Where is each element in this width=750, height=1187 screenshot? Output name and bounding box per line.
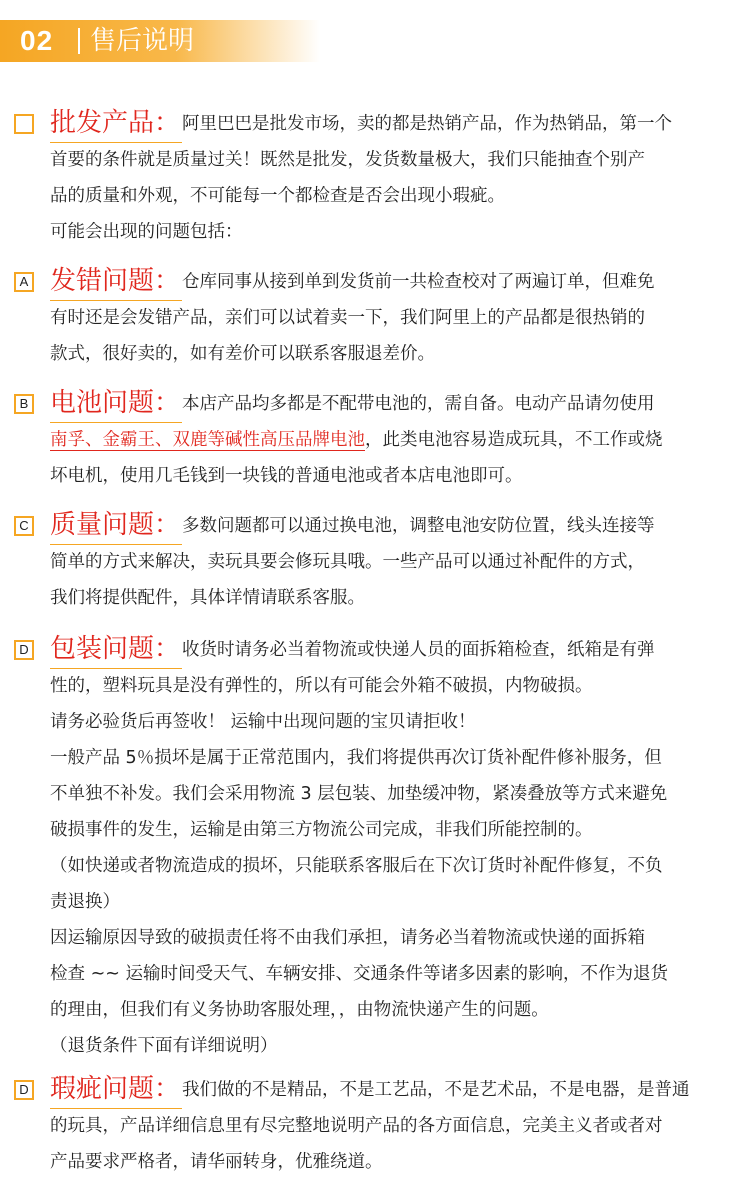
section-paragraph — [50, 142, 736, 250]
text-line: 责退换） — [50, 892, 120, 912]
marker-a: A — [14, 272, 34, 292]
section-number: 02 — [20, 25, 54, 56]
checkbox-marker — [14, 114, 34, 134]
section-paragraph — [182, 106, 736, 142]
section-paragraph — [182, 1072, 736, 1108]
section-paragraph — [50, 422, 736, 494]
text-line: 仓库同事从接到单到发货前一共检查校对了两遍订单，但难免 — [182, 272, 655, 292]
header-divider — [78, 28, 80, 54]
section-paragraph — [182, 264, 736, 300]
marker-c: C — [14, 516, 34, 536]
section-heading: 发错问题： — [50, 264, 182, 301]
marker-d: D — [14, 1080, 34, 1100]
text-line: 我们将提供配件，具体详情请联系客服。 — [50, 588, 365, 608]
text-line: 多数问题都可以通过换电池，调整电池安防位置，线头连接等 — [182, 516, 655, 536]
section-title: 售后说明 — [90, 26, 195, 56]
text-line: 请务必验货后再签收！ 运输中出现问题的宝贝请拒收！ — [50, 712, 476, 732]
section-heading: 瑕疵问题： — [50, 1072, 182, 1109]
text-line: 阿里巴巴是批发市场，卖的都是热销产品，作为热销品，第一个 — [182, 114, 672, 134]
text-line: 的玩具，产品详细信息里有尽完整地说明产品的各方面信息，完美主义者或者对 — [50, 1116, 663, 1136]
text-line: 一般产品 5％损坏是属于正常范围内，我们将提供再次订货补配件修补服务，但 — [50, 748, 662, 768]
text-line: 首要的条件就是质量过关！既然是批发，发货数量极大，我们只能抽查个别产 — [50, 150, 645, 170]
text-line: 坏电机，使用几毛钱到一块钱的普通电池或者本店电池即可。 — [50, 466, 523, 486]
section-paragraph — [50, 300, 736, 372]
section-heading: 包装问题： — [50, 632, 182, 669]
section-header-bar — [0, 20, 320, 62]
text-line: 的理由，但我们有义务协助客服处理，，由物流快递产生的问题。 — [50, 1000, 549, 1020]
text-line: ，此类电池容易造成玩具，不工作或烧 — [365, 430, 663, 450]
text-line: 品的质量和外观，不可能每一个都检查是否会出现小瑕疵。 — [50, 186, 505, 206]
text-line: 款式，很好卖的，如有差价可以联系客服退差价。 — [50, 344, 435, 364]
text-line: 检查 ~~ 运输时间受天气、车辆安排、交通条件等诸多因素的影响，不作为退货 — [50, 964, 668, 984]
section-paragraph — [50, 544, 736, 616]
section-heading: 质量问题： — [50, 508, 182, 545]
section-paragraph — [50, 668, 736, 1064]
text-line: 因运输原因导致的破损责任将不由我们承担，请务必当着物流或快递的面拆箱 — [50, 928, 645, 948]
marker-b: B — [14, 394, 34, 414]
text-line: 我们做的不是精品，不是工艺品，不是艺术品，不是电器，是普通 — [182, 1080, 690, 1100]
section-heading: 批发产品： — [50, 106, 182, 143]
text-line: （退货条件下面有详细说明） — [50, 1036, 278, 1056]
section-paragraph — [50, 1108, 736, 1180]
text-line: 可能会出现的问题包括： — [50, 222, 243, 242]
text-line: 简单的方式来解决，卖玩具要会修玩具哦。一些产品可以通过补配件的方式， — [50, 552, 645, 572]
text-line: （如快递或者物流造成的损坏，只能联系客服后在下次订货时补配件修复，不负 — [50, 856, 663, 876]
text-line: 本店产品均多都是不配带电池的，需自备。电动产品请勿使用 — [182, 394, 655, 414]
section-paragraph — [182, 386, 736, 422]
section-paragraph — [182, 508, 736, 544]
text-line: 不单独不补发。我们会采用物流 3 层包装、加垫缓冲物，紧凑叠放等方式来避免 — [50, 784, 668, 804]
text-line: 性的，塑料玩具是没有弹性的，所以有可能会外箱不破损，内物破损。 — [50, 676, 593, 696]
text-line: 收货时请务必当着物流或快递人员的面拆箱检查，纸箱是有弹 — [182, 640, 655, 660]
text-line: 产品要求严格者，请华丽转身，优雅绕道。 — [50, 1152, 383, 1172]
section-paragraph — [182, 632, 736, 668]
text-line: 破损事件的发生，运输是由第三方物流公司完成，非我们所能控制的。 — [50, 820, 593, 840]
text-line: 有时还是会发错产品，亲们可以试着卖一下，我们阿里上的产品都是很热销的 — [50, 308, 645, 328]
battery-brands-highlight: 南孚、金霸王、双鹿等碱性高压品牌电池 — [50, 430, 365, 450]
marker-d: D — [14, 640, 34, 660]
section-heading: 电池问题： — [50, 386, 182, 423]
